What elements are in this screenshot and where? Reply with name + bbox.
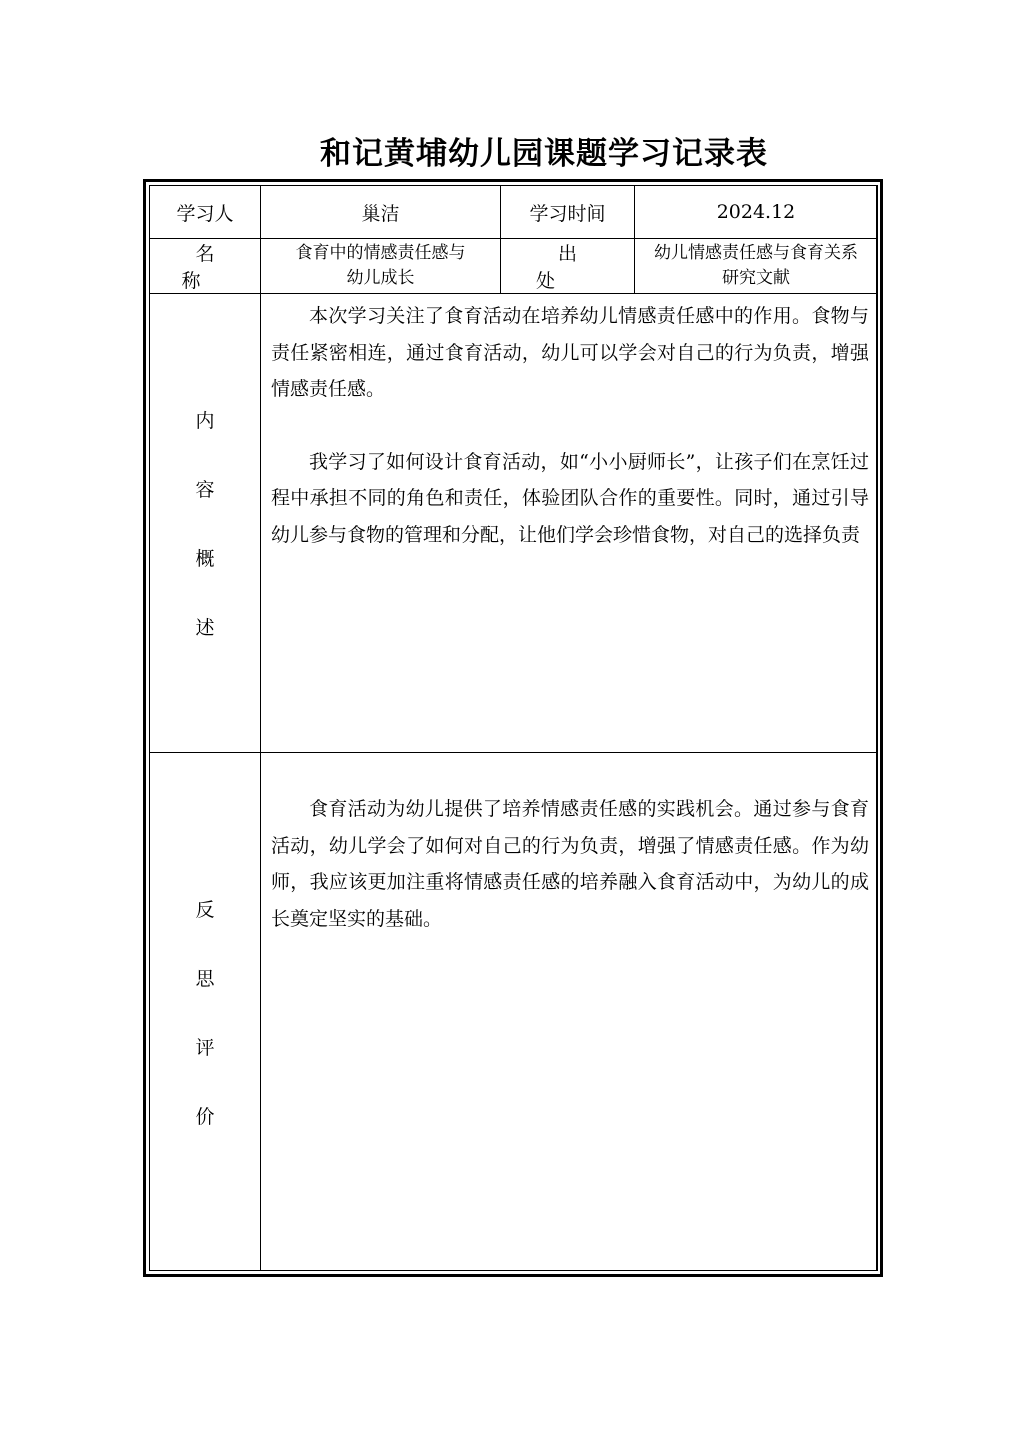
reflection-label [150,895,260,1129]
reflection-content [261,753,878,1271]
summary-paragraph: 我学习了如何设计食育活动，如“小小厨师长”，让孩子们在烹饪过程中承担不同的角色和责任，体验团队合作的重要性。同时，通过引导幼儿参与食物的管理和分配，让他们学会珍惜食物，对自己的选择负责 [271,450,869,546]
page-title: 和记黄埔幼儿园课题学习记录表 [320,136,768,172]
summary-paragraph: 本次学习关注了食育活动在培养幼儿情感责任感中的作用。食物与责任紧密相连，通过食育活动，幼儿可以学会对自己的行为负责，增强情感责任感。 [271,305,869,400]
name-value-line1: 食育中的情感责任感与 [295,243,466,263]
name-label: 名 称 [181,243,243,292]
time-value: 2024.12 [635,186,878,239]
table-row-reflection [150,753,878,1271]
reflection-label-char: 价 [195,1105,215,1128]
record-table-frame [143,179,883,1277]
reflection-label-char: 思 [195,967,215,990]
source-value-line2: 研究文献 [722,268,790,288]
table-row-summary [150,294,878,753]
learner-value: 巢洁 [261,186,501,239]
summary-content [261,294,878,753]
source-label-cell [501,239,635,294]
table-row-learner [150,186,878,239]
source-label: 出 处 [535,243,621,292]
name-label-cell [150,239,261,294]
learner-label: 学习人 [150,186,261,239]
summary-label-char: 容 [195,479,215,501]
name-value-line2: 幼儿成长 [346,268,415,288]
reflection-paragraph: 食育活动为幼儿提供了培养情感责任感的实践机会。通过参与食育活动，幼儿学会了如何对自己的行为负责，增强了情感责任感。作为幼师，我应该更加注重将情感责任感的培养融入食育活动中，为幼儿的成长奠定坚实的基础。 [271,798,869,930]
record-table-inner-frame [149,185,877,1271]
time-label: 学习时间 [501,186,635,239]
table-row-name [150,239,878,294]
reflection-label-char: 反 [195,898,215,921]
summary-label-char: 述 [195,617,215,639]
name-value-cell [261,239,501,294]
source-value-cell [635,239,878,294]
summary-label-char: 概 [195,548,215,570]
summary-label-cell [150,294,261,753]
summary-label [150,406,260,640]
summary-label-char: 内 [195,410,215,432]
source-value-line1: 幼儿情感责任感与食育关系 [654,243,858,263]
reflection-label-char: 评 [195,1036,215,1059]
reflection-label-cell [150,753,261,1271]
record-table [149,185,878,1271]
